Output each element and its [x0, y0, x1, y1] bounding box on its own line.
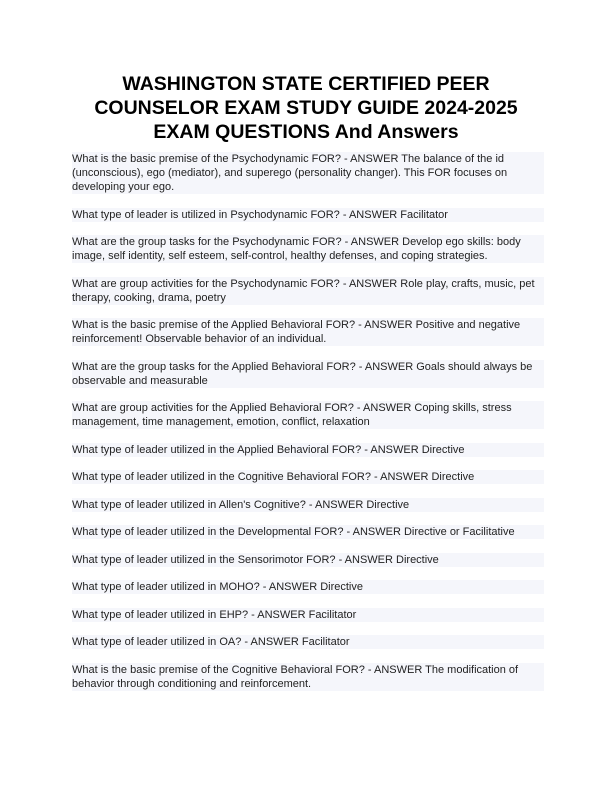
qa-item	[72, 635, 544, 649]
qa-text: What is the basic premise of the Cognitive Behavioral FOR? - ANSWER The modification of behavior through conditioning and reinforcement.	[72, 663, 519, 690]
qa-text: What type of leader utilized in the Sensorimotor FOR? - ANSWER Directive	[72, 553, 439, 566]
qa-text: What type of leader utilized in EHP? - ANSWER Facilitator	[72, 608, 357, 621]
qa-item	[72, 470, 544, 484]
qa-item	[72, 553, 544, 567]
qa-item	[72, 152, 544, 194]
qa-item	[72, 498, 544, 512]
qa-item	[72, 277, 544, 305]
qa-item	[72, 208, 544, 222]
document-title	[40, 72, 572, 144]
qa-text: What are the group tasks for the Psychodynamic FOR? - ANSWER Develop ego skills: body image, self identity, self esteem, self-control, healthy defenses, and coping strategies.	[72, 236, 521, 262]
qa-text: What are the group tasks for the Applied Behavioral FOR? - ANSWER Goals should always be observable and measurable	[72, 360, 533, 387]
qa-item	[72, 401, 544, 429]
qa-text: What type of leader utilized in OA? - ANSWER Facilitator	[72, 636, 350, 648]
qa-text: What is the basic premise of the Applied Behavioral FOR? - ANSWER Positive and negative reinforcement! Observable behavior of an individual.	[72, 319, 521, 345]
title-line-2: COUNSELOR EXAM STUDY GUIDE 2024-2025	[94, 97, 518, 119]
title-line-3: EXAM QUESTIONS And Answers	[153, 121, 459, 143]
qa-text: What type of leader is utilized in Psychodynamic FOR? - ANSWER Facilitator	[72, 208, 448, 221]
qa-text: What are group activities for the Psychodynamic FOR? - ANSWER Role play, crafts, music, pet therapy, cooking, drama, poetry	[72, 277, 535, 304]
qa-list	[72, 152, 544, 704]
qa-text: What is the basic premise of the Psychodynamic FOR? - ANSWER The balance of the id (unconscious), ego (mediator), and superego (personality changer). This FOR focuses on developing your ego.	[72, 153, 508, 193]
qa-text: What type of leader utilized in the Developmental FOR? - ANSWER Directive or Facilitative	[72, 526, 515, 538]
qa-item	[72, 318, 544, 346]
qa-text: What type of leader utilized in Allen's Cognitive? - ANSWER Directive	[72, 498, 410, 511]
qa-text: What type of leader utilized in the Applied Behavioral FOR? - ANSWER Directive	[72, 443, 465, 456]
qa-text: What type of leader utilized in the Cognitive Behavioral FOR? - ANSWER Directive	[72, 471, 475, 483]
qa-text: What are group activities for the Applied Behavioral FOR? - ANSWER Coping skills, stress management, time management, emotion, conflict, relaxation	[72, 402, 512, 428]
qa-text: What type of leader utilized in MOHO? - ANSWER Directive	[72, 581, 363, 593]
title-line-1: WASHINGTON STATE CERTIFIED PEER	[122, 73, 490, 95]
qa-item	[72, 580, 544, 594]
qa-item	[72, 443, 544, 457]
qa-item	[72, 608, 544, 622]
qa-item	[72, 360, 544, 388]
qa-item	[72, 663, 544, 691]
qa-item	[72, 525, 544, 539]
qa-item	[72, 235, 544, 263]
